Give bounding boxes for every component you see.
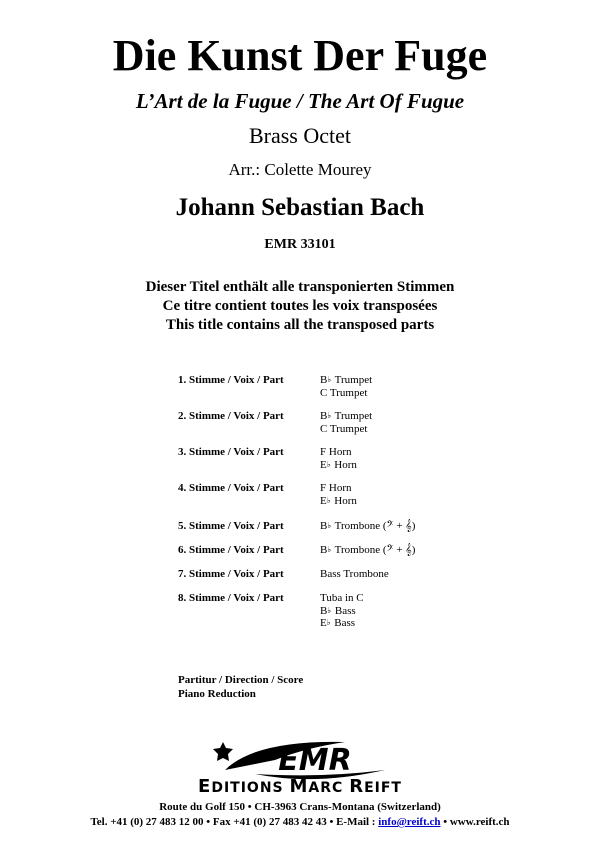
notice-line-fr: Ce titre contient toutes les voix transposées [162,298,438,314]
instrument-line [320,446,357,459]
instrument-key: B [320,410,328,422]
instrument-key: E [320,458,327,471]
part-instruments [320,592,364,630]
instrument-key: B [320,544,328,556]
instrument-key: C [320,386,328,399]
instrument-key: B [320,374,328,386]
part-label: 5. Stimme / Voix / Part [178,520,284,532]
flat-icon: ♭ [326,618,331,627]
transposed-parts-notice [0,278,600,335]
instrument-name: Bass [331,617,356,629]
instrument-name: Trumpet [327,386,368,399]
part-label: 2. Stimme / Voix / Part [178,410,284,422]
flat-icon: ♭ [327,605,332,615]
ensemble: Brass Octet [248,123,352,148]
instrument-name: Trombone [340,568,389,580]
subtitle: L’Art de la Fugue / The Art Of Fugue [135,89,465,113]
part-instruments [320,544,415,557]
composer: Johann Sebastian Bach [175,194,425,221]
instrument-line [320,387,372,400]
flat-icon: ♭ [327,545,332,554]
instrument-key: B [320,520,328,532]
instrument-line [320,495,357,508]
part-instruments [320,374,372,399]
contact-website: • www.reift.ch [440,816,510,828]
instrument-line [320,605,364,618]
flat-icon: ♭ [326,495,331,505]
instrument-key: E [320,494,327,507]
instrument-key: F [320,482,327,494]
instrument-line [320,482,357,495]
instrument-name: Trombone (𝄢 + 𝄞) [332,544,416,556]
part-instruments [320,482,357,507]
instrument-key: B [320,604,328,617]
instrument-name: Trumpet [332,374,373,386]
part-label: 7. Stimme / Voix / Part [178,568,284,580]
instrument-key: Tuba [320,592,343,604]
notice-line-de: Dieser Titel enthält alle transponierten Stimmen [145,279,455,295]
instrument-name: Trumpet [332,410,373,422]
instrument-line [320,617,364,630]
instrument-line [320,374,372,387]
instrument-name: Trombone (𝄢 + 𝄞) [332,520,416,532]
part-instruments [320,410,372,435]
instrument-line [320,568,389,581]
instrument-name: Horn [331,494,357,507]
instrument-name: in C [342,592,364,604]
notice-line-en: This title contains all the transposed parts [165,317,435,333]
part-label: 8. Stimme / Voix / Part [178,592,284,604]
part-instruments [320,568,389,581]
instrument-name: Trumpet [327,422,368,435]
score-line: Partitur / Direction / Score [178,674,304,686]
instrument-name: Bass [332,604,356,617]
instrument-name: Horn [326,482,352,494]
part-label: 4. Stimme / Voix / Part [178,482,284,494]
publisher-contact [0,815,600,829]
instrument-key: E [320,617,327,629]
flat-icon: ♭ [327,521,332,530]
instrument-line [320,520,415,533]
instrument-line [320,592,364,605]
arranger: Arr.: Colette Mourey [228,160,372,179]
flat-icon: ♭ [327,411,332,420]
part-label: 3. Stimme / Voix / Part [178,446,284,458]
title: Die Kunst Der Fuge [112,31,488,80]
publisher-name: EDITIONS MARC REIFT [198,776,402,797]
email-link[interactable]: info@reift.ch [378,816,441,828]
flat-icon: ♭ [326,459,331,469]
part-instruments [320,446,357,471]
instrument-key: C [320,422,328,435]
emr-logo-text: EMR [278,743,352,778]
score-list [178,673,303,701]
instrument-key: F [320,446,327,458]
instrument-key: Bass [320,568,341,580]
flat-icon: ♭ [327,375,332,384]
instrument-line [320,423,372,436]
instrument-line [320,410,372,423]
publisher-address: Route du Golf 150 • CH-3963 Crans-Montana (Switzerland) [159,801,441,813]
catalog-number: EMR 33101 [264,237,336,252]
contact-phone-fax: Tel. +41 (0) 27 483 12 00 • Fax +41 (0) 27 483 42 43 • E-Mail : [90,816,379,828]
score-line: Piano Reduction [178,688,256,700]
instrument-line [320,459,357,472]
part-label: 6. Stimme / Voix / Part [178,544,284,556]
instrument-name: Horn [326,446,352,458]
part-instruments [320,520,415,533]
instrument-name: Horn [331,458,357,471]
part-label: 1. Stimme / Voix / Part [178,374,284,386]
instrument-line [320,544,415,557]
